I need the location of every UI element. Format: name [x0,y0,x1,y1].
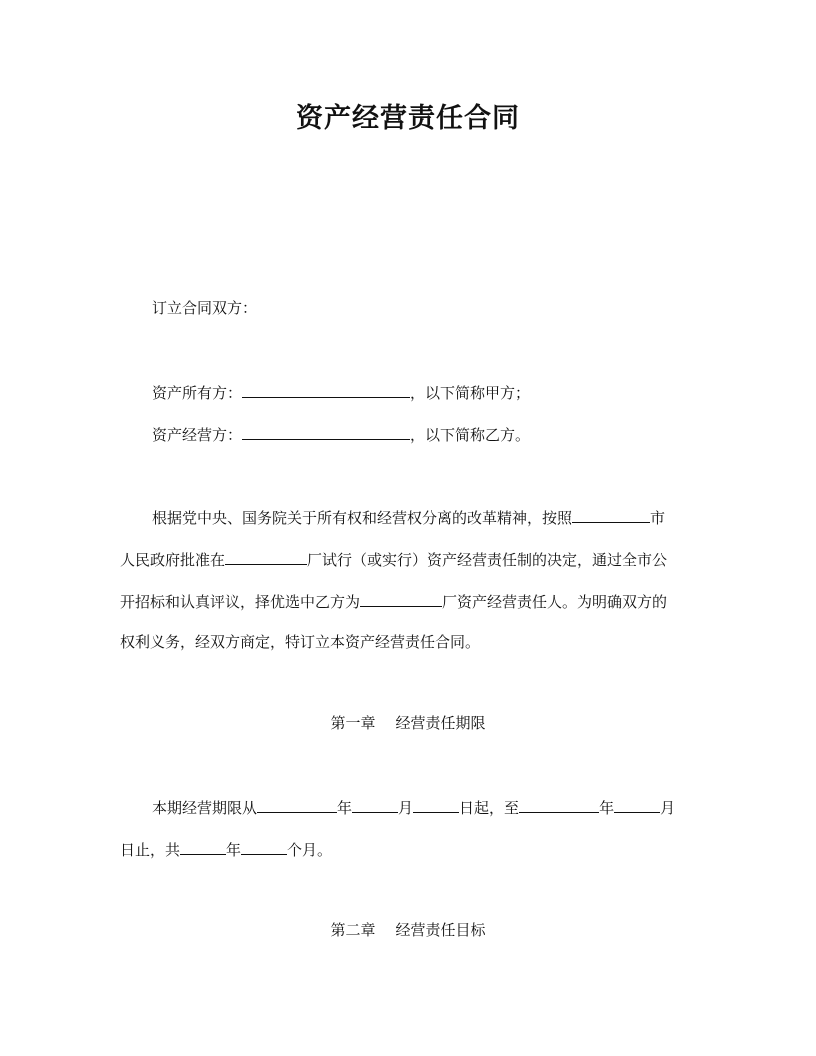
term-text: 个月。 [287,841,333,859]
term-text: 月 [660,799,676,817]
chapter-2-heading [0,920,816,940]
preamble-text: 开招标和认真评议，择优选中乙方为 [120,593,361,611]
term-text: 年 [226,841,242,859]
duration-months-field[interactable] [241,838,287,855]
preamble-text: 厂试行（或实行）资产经营责任制的决定，通过全市公 [307,551,668,569]
operator-suffix: ，以下简称乙方。 [410,426,531,444]
start-day-field[interactable] [413,796,459,813]
duration-years-field[interactable] [180,838,226,855]
operator-name-field[interactable] [242,423,410,440]
term-text: 日止，共 [120,841,181,859]
document-title: 资产经营责任合同 [296,103,520,134]
factory-name-field[interactable] [360,590,442,607]
term-line-2 [120,838,332,860]
term-text: 本期经营期限从 [152,799,258,817]
chapter-1-heading [0,713,816,733]
owner-name-field[interactable] [242,381,410,398]
preamble-line-4: 权利义务，经双方商定，特订立本资产经营责任合同。 [120,633,481,651]
preamble-text: 根据党中央、国务院关于所有权和经营权分离的改革精神，按照 [152,509,573,527]
operator-line [152,423,530,445]
chapter-title: 经营责任期限 [395,714,486,732]
preamble-line-2 [120,548,667,570]
start-year-field[interactable] [257,796,337,813]
operator-label: 资产经营方： [152,426,243,444]
preamble-text: 人民政府批准在 [120,551,226,569]
start-month-field[interactable] [352,796,398,813]
term-text: 年 [337,799,353,817]
city-field[interactable] [572,506,650,523]
chapter-title: 经营责任目标 [395,921,486,939]
term-text: 月 [398,799,414,817]
term-line-1 [152,796,675,818]
preamble-text: 厂资产经营责任人。为明确双方的 [442,593,668,611]
chapter-number: 第二章 [330,921,376,939]
parties-intro: 订立合同双方： [152,299,258,317]
owner-line [152,381,530,403]
end-month-field[interactable] [614,796,660,813]
end-year-field[interactable] [519,796,599,813]
owner-suffix: ，以下简称甲方； [410,384,531,402]
chapter-number: 第一章 [330,714,376,732]
owner-label: 资产所有方： [152,384,243,402]
term-text: 日起，至 [459,799,520,817]
factory-field[interactable] [225,548,307,565]
preamble-line-3 [120,590,667,612]
preamble-line-1 [152,506,665,528]
preamble-text: 市 [650,509,666,527]
term-text: 年 [599,799,615,817]
